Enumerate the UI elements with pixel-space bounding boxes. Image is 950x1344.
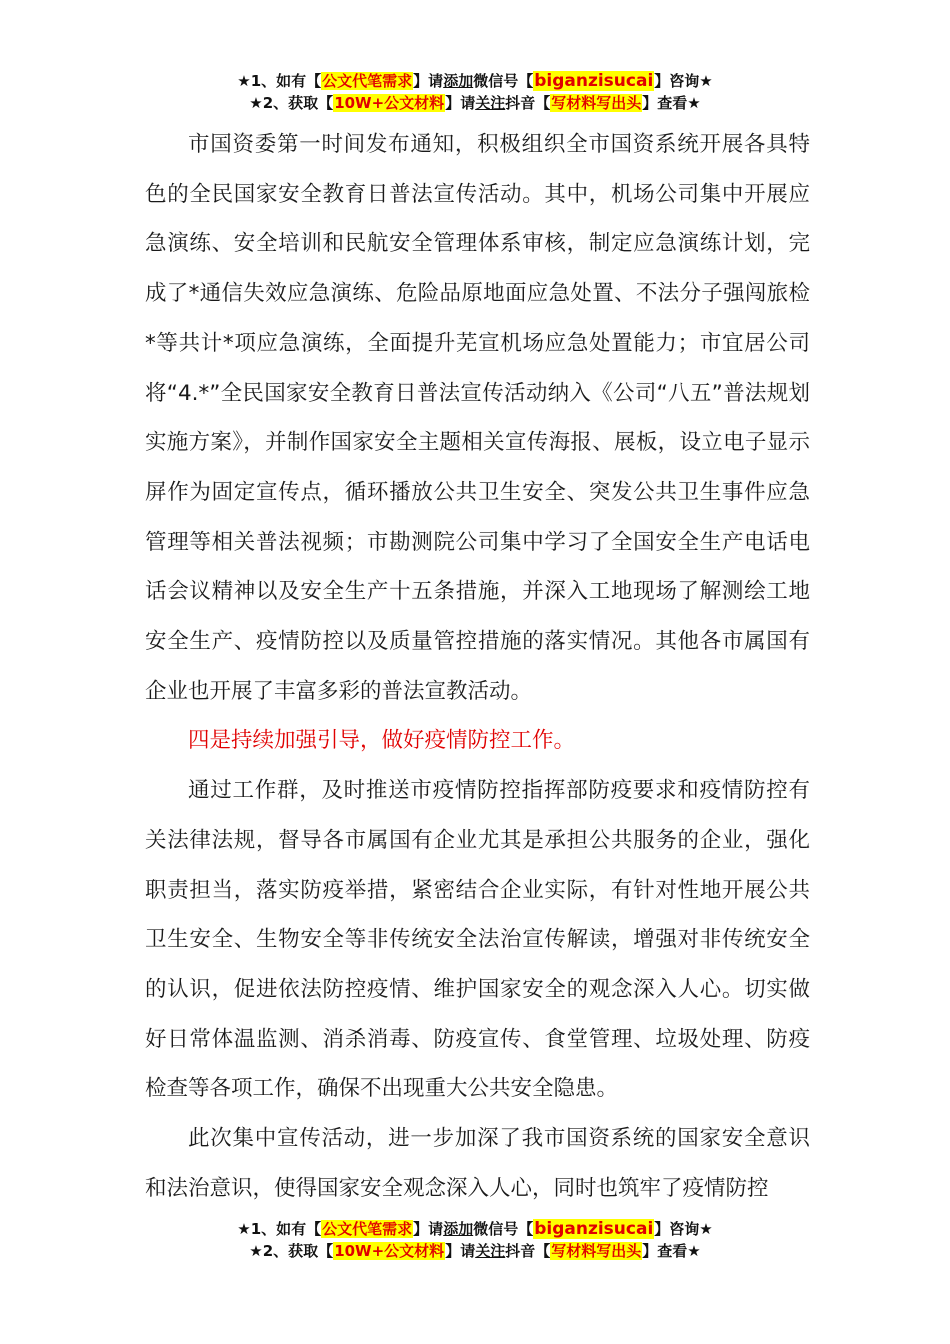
highlight-service: 公文代笔需求 xyxy=(322,72,413,90)
highlight-service: 公文代笔需求 xyxy=(322,1220,413,1238)
highlight-wechat-id: biganzisucai xyxy=(534,71,654,91)
star-icon: ★ xyxy=(249,94,263,112)
star-icon: ★ xyxy=(249,1242,263,1260)
paragraph-epidemic: 通过工作群，及时推送市疫情防控指挥部防疫要求和疫情防控有关法律法规，督导各市属国有企业尤其是承担公共服务的企业，强化职责担当，落实防疫举措，紧密结合企业实际，有针对性地开展公共卫生安全、生物安全等非传统安全法治宣传解读，增强对非传统安全的认识，促进依法防控疫情、维护国家安全的观念深入人心。切实做好日常体温监测、消杀消毒、防疫宣传、食堂管理、垃圾处理、防疫检查等各项工作，确保不出现重大公共安全隐患。 xyxy=(145,778,810,1102)
promo-footer xyxy=(0,1218,950,1262)
promo-line-2: ★2、获取【10W+公文材料】请关注抖音【写材料写出头】查看★ xyxy=(249,1242,701,1260)
star-icon: ★ xyxy=(237,72,251,90)
promo-line-2: ★2、获取【10W+公文材料】请关注抖音【写材料写出头】查看★ xyxy=(249,94,701,112)
highlight-wechat-id: biganzisucai xyxy=(534,1219,654,1239)
promo-line-1: ★1、如有【公文代笔需求】请添加微信号【biganzisucai】咨询★ xyxy=(237,71,713,91)
highlight-materials: 10W+公文材料 xyxy=(334,1242,445,1260)
section-heading: 四是持续加强引导，做好疫情防控工作。 xyxy=(188,728,576,754)
promo-header xyxy=(0,70,950,114)
document-body xyxy=(145,120,810,1213)
highlight-materials: 10W+公文材料 xyxy=(334,94,445,112)
promo-line-1: ★1、如有【公文代笔需求】请添加微信号【biganzisucai】咨询★ xyxy=(237,1219,713,1239)
highlight-douyin: 写材料写出头 xyxy=(551,1242,642,1260)
paragraph-activities: 市国资委第一时间发布通知，积极组织全市国资系统开展各具特色的全民国家安全教育日普法宣传活动。其中，机场公司集中开展应急演练、安全培训和民航安全管理体系审核，制定应急演练计划，完成了*通信失效应急演练、危险品原地面应急处置、不法分子强闯旅检*等共计*项应急演练，全面提升芜宣机场应急处置能力；市宜居公司将“4.*”全民国家安全教育日普法宣传活动纳入《公司“八五”普法规划实施方案》，并制作国家安全主题相关宣传海报、展板，设立电子显示屏作为固定宣传点，循环播放公共卫生安全、突发公共卫生事件应急管理等相关普法视频；市勘测院公司集中学习了全国安全生产电话电话会议精神以及安全生产十五条措施，并深入工地现场了解测绘工地安全生产、疫情防控以及质量管控措施的落实情况。其他各市属国有企业也开展了丰富多彩的普法宣教活动。 xyxy=(145,132,810,704)
paragraph-conclusion: 此次集中宣传活动，进一步加深了我市国资系统的国家安全意识和法治意识，使得国家安全观念深入人心，同时也筑牢了疫情防控 xyxy=(145,1126,810,1201)
highlight-douyin: 写材料写出头 xyxy=(551,94,642,112)
star-icon: ★ xyxy=(237,1220,251,1238)
